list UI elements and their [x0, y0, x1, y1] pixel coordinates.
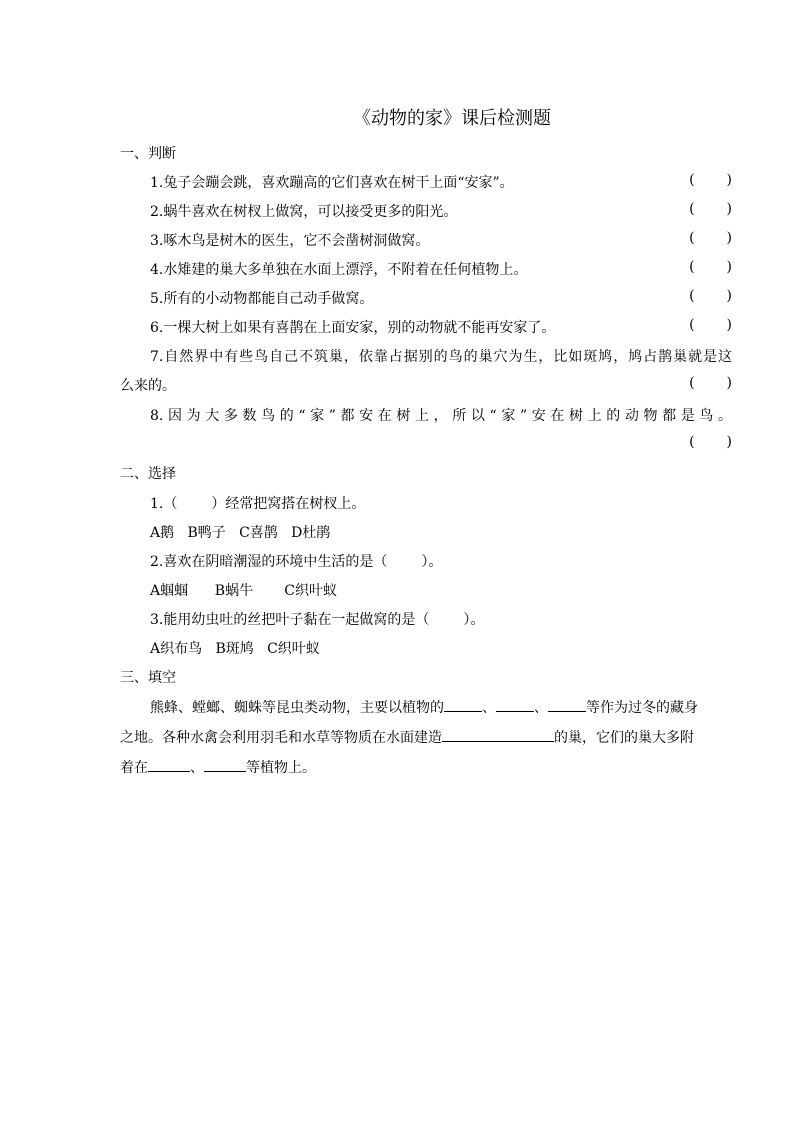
paren-close: ): [726, 375, 732, 391]
choice-question-1: [150, 493, 365, 513]
paragraph-text: 等植物上。: [246, 760, 316, 776]
fill-paragraph-line1: [150, 697, 698, 717]
paren-close: ): [726, 259, 732, 275]
fill-blank[interactable]: [442, 727, 554, 742]
answer-parens[interactable]: [689, 201, 732, 217]
paragraph-text: 熊蜂、螳螂、蜘蛛等昆虫类动物，主要以植物的: [150, 700, 444, 716]
judgement-item-4: [150, 259, 732, 279]
judgement-item-text: 2.蜗牛喜欢在树杈上做窝，可以接受更多的阳光。: [150, 204, 458, 220]
judgement-item-1: [150, 172, 732, 192]
fill-blank[interactable]: [444, 697, 482, 712]
answer-parens[interactable]: [689, 317, 732, 333]
paragraph-text: 着在: [120, 760, 148, 776]
judgement-item-text: 3.啄木鸟是树木的医生，它不会凿树洞做窝。: [150, 233, 430, 249]
answer-parens[interactable]: [689, 230, 732, 246]
judgement-item-5: [150, 288, 732, 308]
page-title: 《动物的家》课后检测题: [353, 108, 551, 129]
judgement-item-2: [150, 201, 732, 221]
fill-blank[interactable]: [496, 697, 534, 712]
separator: 、: [534, 700, 548, 716]
paren-open: (: [689, 375, 695, 391]
choice-options-3: A织布鸟 B斑鸠 C织叶蚁: [150, 641, 320, 657]
paren-close: ): [726, 288, 732, 304]
fill-paragraph-line3: [120, 757, 316, 777]
fill-blank[interactable]: [204, 757, 246, 772]
choice-question-2: [150, 551, 442, 571]
fill-blank[interactable]: [148, 757, 190, 772]
paren-close: ): [726, 201, 732, 217]
answer-parens[interactable]: [689, 288, 732, 304]
answer-parens[interactable]: [689, 375, 732, 391]
paren-open: (: [689, 259, 695, 275]
answer-parens[interactable]: [689, 172, 732, 188]
section-heading-choice: 二、选择: [120, 466, 176, 482]
judgement-item-text: 6.一棵大树上如果有喜鹊在上面安家，别的动物就不能再安家了。: [150, 320, 556, 336]
judgement-item-3: [150, 230, 732, 250]
paren-open: (: [689, 317, 695, 333]
paren-open: (: [689, 230, 695, 246]
answer-parens[interactable]: [689, 434, 732, 450]
question-text: ）。: [463, 612, 485, 628]
paren-close: ): [726, 230, 732, 246]
paren-open: (: [689, 288, 695, 304]
question-text: ）经常把窝搭在树杈上。: [211, 496, 366, 512]
fill-blank[interactable]: [548, 697, 586, 712]
question-text: ）。: [421, 554, 443, 570]
paren-close: ): [726, 434, 732, 450]
choice-options-1: A鹅 B鸭子 C喜鹊 D杜鹃: [150, 525, 331, 541]
question-text: 1.（: [150, 496, 178, 512]
judgement-item-text: 4.水雉建的巢大多单独在水面上漂浮，不附着在任何植物上。: [150, 262, 528, 278]
question-text: 3.能用幼虫吐的丝把叶子黏在一起做窝的是（: [150, 612, 430, 628]
judgement-item-7-line2: 么来的。: [120, 378, 176, 394]
judgement-item-6: [150, 317, 732, 337]
question-text: 2.喜欢在阴暗潮湿的环境中生活的是（: [150, 554, 388, 570]
fill-paragraph-line2: [120, 727, 694, 747]
paren-open: (: [689, 172, 695, 188]
section-heading-fill: 三、填空: [120, 670, 176, 686]
paren-close: ): [726, 172, 732, 188]
separator: 、: [190, 760, 204, 776]
paragraph-text: 之地。各种水禽会利用羽毛和水草等物质在水面建造: [120, 730, 442, 746]
judgement-item-text: 1.兔子会蹦会跳，喜欢蹦高的它们喜欢在树干上面“安家”。: [150, 175, 514, 191]
choice-question-3: [150, 609, 484, 629]
choice-options-2: A蝈蝈 B蜗牛 C织叶蚁: [150, 583, 337, 599]
section-heading-judgement: 一、判断: [120, 146, 176, 162]
judgement-item-7-line1: 7.自然界中有些鸟自己不筑巢，依靠占据别的鸟的巢穴为生，比如斑鸠，鸠占鹊巢就是这: [150, 349, 732, 365]
judgement-item-text: 5.所有的小动物都能自己动手做窝。: [150, 291, 374, 307]
paragraph-text: 等作为过冬的藏身: [586, 700, 698, 716]
paren-open: (: [689, 201, 695, 217]
paragraph-text: 的巢，它们的巢大多附: [554, 730, 694, 746]
paren-open: (: [689, 434, 695, 450]
judgement-item-8-line1: 8.因为大多数鸟的“家”都安在树上，所以“家”安在树上的动物都是鸟。: [150, 408, 732, 424]
paren-close: ): [726, 317, 732, 333]
separator: 、: [482, 700, 496, 716]
answer-parens[interactable]: [689, 259, 732, 275]
